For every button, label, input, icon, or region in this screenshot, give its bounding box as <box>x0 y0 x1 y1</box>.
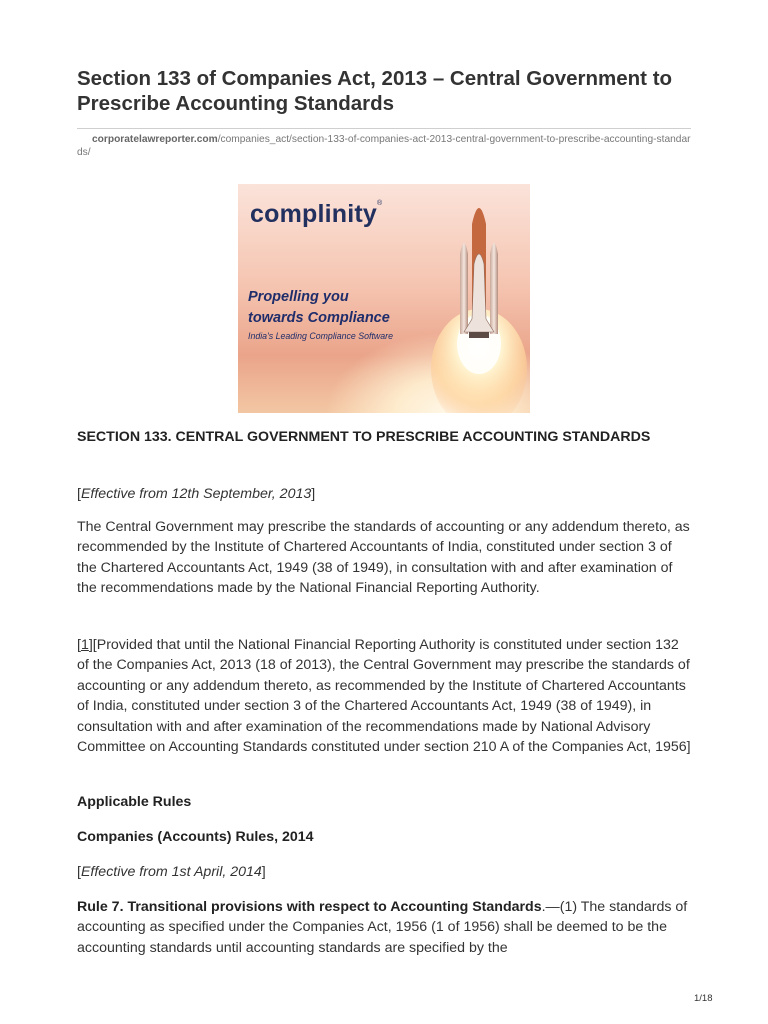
effective-date-1 <box>77 484 692 504</box>
rules-title: Companies (Accounts) Rules, 2014 <box>77 829 314 845</box>
bracket-open-2: [ <box>77 637 81 653</box>
engine-nozzles <box>469 332 489 338</box>
title-divider <box>77 128 691 129</box>
rocket-illustration <box>424 184 530 413</box>
effective-date-2 <box>77 862 692 882</box>
page-number: 1/18 <box>694 993 713 1004</box>
ad-tagline: India's Leading Compliance Software <box>248 331 393 341</box>
ad-brand-text: complinity <box>250 200 378 228</box>
effective-date-2-text: Effective from 1st April, 2014 <box>80 864 262 880</box>
rule-7-paragraph <box>77 897 692 958</box>
ad-headline-line-2: towards Compliance <box>248 310 390 326</box>
bracket-open-1: [ <box>77 486 81 502</box>
ad-headline <box>248 287 428 329</box>
footnote-link-1[interactable]: 1 <box>80 637 89 653</box>
right-booster <box>490 243 498 334</box>
paragraph-1: The Central Government may prescribe the standards of accounting or any addendum thereto, as recommended by the Institute of Chartered Accountants of India, constituted under section 3 of the Chartered Accountants Act, 1949 (38 of 1949), in consultation with and after examination of the recommendations made by the National Financial Reporting Authority. <box>77 519 690 597</box>
rule-7-text: .—(1) The standards of accounting as specified under the Companies Act, 1956 (1 of 1956) shall be deemed to be the accounting standards until accounting standards are specified by the <box>77 899 688 956</box>
effective-date-1-text: Effective from 12th September, 2013 <box>80 486 312 502</box>
applicable-rules-heading: Applicable Rules <box>77 794 192 810</box>
source-url[interactable] <box>77 133 691 159</box>
complinity-ad-banner[interactable] <box>238 184 530 413</box>
document-title: Section 133 of Companies Act, 2013 – Central Government to Prescribe Accounting Standards <box>77 67 673 115</box>
bracket-open-3: [ <box>77 864 81 880</box>
registered-mark: ® <box>377 200 383 207</box>
ad-headline-line-1: Propelling you <box>248 289 349 305</box>
section-heading: SECTION 133. CENTRAL GOVERNMENT TO PRESCRIBE ACCOUNTING STANDARDS <box>77 429 651 445</box>
bracket-close-3: ] <box>261 864 266 880</box>
paragraph-2-text: ][Provided that until the National Financial Reporting Authority is constituted under section 132 of the Companies Act, 2013 (18 of 2013), the Central Government may prescribe the standards of accounting or any addendum thereto, as recommended by the Institute of Chartered Accountants of India, constituted under section 3 of the Chartered Accountants Act, 1949 (38 of 1949), in consultation with and after examination of the recommendations made by National Advisory Committee on Accounting Standards constituted under section 210 A of the Companies Act, 1956] <box>77 637 691 756</box>
left-booster <box>460 243 468 334</box>
ad-brand-logo <box>250 200 382 229</box>
paragraph-2 <box>77 635 692 757</box>
source-path[interactable]: /companies_act/section-133-of-companies-act-2013-central-government-to-prescribe-accounting-standards/ <box>77 134 691 158</box>
bracket-close-1: ] <box>311 486 316 502</box>
rule-7-heading: Rule 7. Transitional provisions with respect to Accounting Standards <box>77 899 542 915</box>
source-domain[interactable]: corporatelawreporter.com <box>92 134 218 145</box>
